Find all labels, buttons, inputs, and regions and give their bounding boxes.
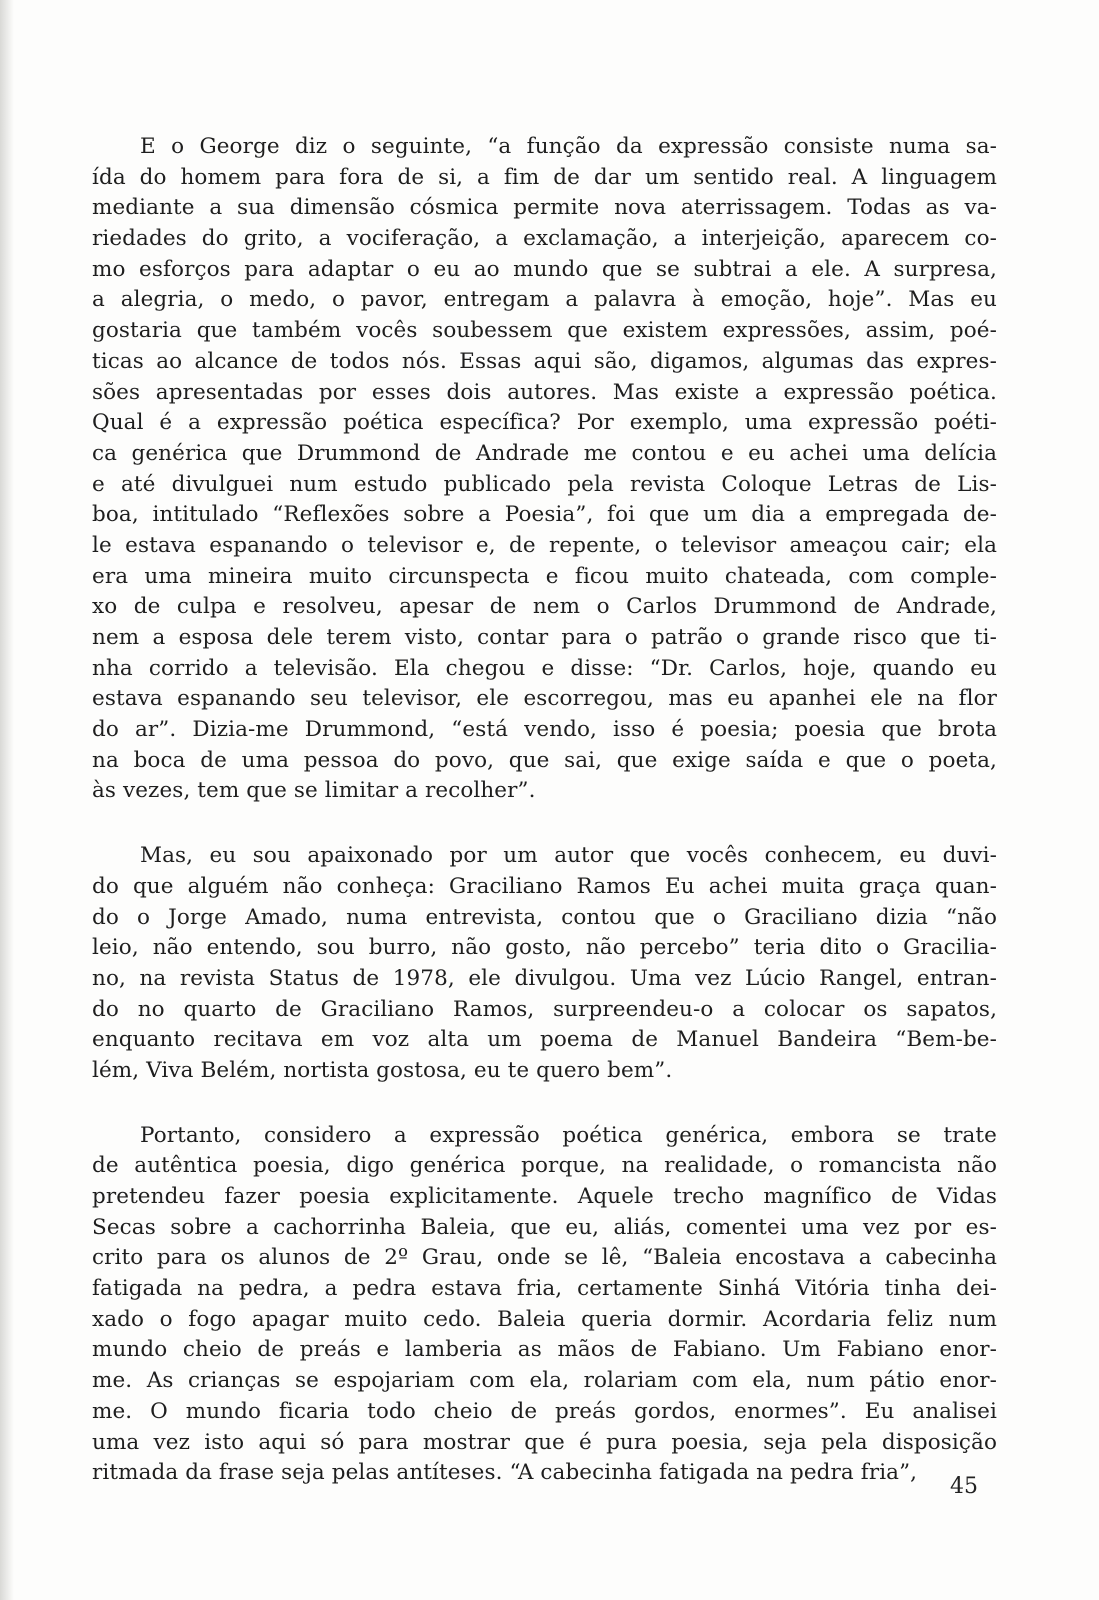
body-text <box>92 132 997 1523</box>
text-line: mundo cheio de preás e lamberia as mãos de Fabiano. Um Fabiano enor- <box>92 1337 997 1363</box>
text-line: do no quarto de Graciliano Ramos, surpreendeu-o a colocar os sapatos, <box>92 996 997 1022</box>
text-line: do o Jorge Amado, numa entrevista, contou que o Graciliano dizia “não <box>92 904 997 930</box>
text-line: fatigada na pedra, a pedra estava fria, certamente Sinhá Vitória tinha dei- <box>92 1276 997 1302</box>
text-line: na boca de uma pessoa do povo, que sai, que exige saída e que o poeta, <box>92 747 997 773</box>
text-line: Qual é a expressão poética específica? Por exemplo, uma expressão poéti- <box>92 410 997 436</box>
text-line: e até divulguei num estudo publicado pela revista Coloque Letras de Lis- <box>92 471 997 497</box>
text-line: me. O mundo ficaria todo cheio de preás gordos, enormes”. Eu analisei <box>92 1398 997 1424</box>
text-line: Secas sobre a cachorrinha Baleia, que eu, aliás, comentei uma vez por es- <box>92 1214 997 1240</box>
gutter-shadow <box>0 0 14 1600</box>
text-line: Mas, eu sou apaixonado por um autor que vocês conhecem, eu duvi- <box>140 843 997 869</box>
text-line: ída do homem para fora de si, a fim de dar um sentido real. A linguagem <box>92 164 997 190</box>
text-line: mediante a sua dimensão cósmica permite nova aterrissagem. Todas as va- <box>92 195 997 221</box>
text-line: uma vez isto aqui só para mostrar que é pura poesia, seja pela disposição <box>92 1429 997 1455</box>
paragraph-3 <box>92 1121 997 1489</box>
text-line: a alegria, o medo, o pavor, entregam a palavra à emoção, hoje”. Mas eu <box>92 287 997 313</box>
text-line: ticas ao alcance de todos nós. Essas aqui são, digamos, algumas das expres- <box>92 348 997 374</box>
text-line: do ar”. Dizia-me Drummond, “está vendo, isso é poesia; poesia que brota <box>92 717 997 743</box>
text-line: era uma mineira muito circunspecta e ficou muito chateada, com comple- <box>92 563 997 589</box>
text-line: le estava espanando o televisor e, de repente, o televisor ameaçou cair; ela <box>92 532 997 558</box>
text-line: nem a esposa dele terem visto, contar para o patrão o grande risco que ti- <box>92 625 997 650</box>
paragraph-1 <box>92 132 997 807</box>
text-line: às vezes, tem que se limitar a recolher”. <box>92 778 536 804</box>
text-line: E o George diz o seguinte, “a função da expressão consiste numa sa- <box>140 134 997 159</box>
paragraph-2 <box>92 841 997 1087</box>
text-line: me. As crianças se espojariam com ela, rolariam com ela, num pátio enor- <box>92 1368 997 1394</box>
text-line: gostaria que também vocês soubessem que existem expressões, assim, poé- <box>92 318 997 344</box>
text-line: estava espanando seu televisor, ele escorregou, mas eu apanhei ele na flor <box>92 686 997 712</box>
page-number: 45 <box>950 1474 978 1499</box>
text-line: crito para os alunos de 2º Grau, onde se lê, “Baleia encostava a cabecinha <box>92 1245 997 1271</box>
text-line: do que alguém não conheça: Graciliano Ramos Eu achei muita graça quan- <box>92 873 997 899</box>
text-line: nha corrido a televisão. Ela chegou e disse: “Dr. Carlos, hoje, quando eu <box>92 655 997 681</box>
text-line: Portanto, considero a expressão poética genérica, embora se trate <box>140 1122 997 1148</box>
text-line: sões apresentadas por esses dois autores. Mas existe a expressão poética. <box>92 379 997 405</box>
text-line: leio, não entendo, sou burro, não gosto, não percebo” teria dito o Gracilia- <box>92 935 997 961</box>
text-line: xado o fogo apagar muito cedo. Baleia queria dormir. Acordaria feliz num <box>92 1306 997 1332</box>
text-line: xo de culpa e resolveu, apesar de nem o Carlos Drummond de Andrade, <box>92 594 997 620</box>
text-line: boa, intitulado “Reflexões sobre a Poesia”, foi que um dia a empregada de- <box>92 502 997 528</box>
text-line: ca genérica que Drummond de Andrade me contou e eu achei uma delícia <box>92 440 997 466</box>
text-line: lém, Viva Belém, nortista gostosa, eu te quero bem”. <box>92 1057 673 1083</box>
text-line: de autêntica poesia, digo genérica porque, na realidade, o romancista não <box>92 1153 997 1179</box>
text-line: enquanto recitava em voz alta um poema de Manuel Bandeira “Bem-be- <box>92 1027 997 1053</box>
text-line: ritmada da frase seja pelas antíteses. “A cabecinha fatigada na pedra fria”, <box>92 1460 918 1486</box>
text-line: pretendeu fazer poesia explicitamente. Aquele trecho magnífico de Vidas <box>92 1184 997 1209</box>
text-line: riedades do grito, a vociferação, a exclamação, a interjeição, aparecem co- <box>92 226 997 252</box>
text-line: mo esforços para adaptar o eu ao mundo que se subtrai a ele. A surpresa, <box>92 256 997 282</box>
text-line: no, na revista Status de 1978, ele divulgou. Uma vez Lúcio Rangel, entran- <box>92 965 997 991</box>
